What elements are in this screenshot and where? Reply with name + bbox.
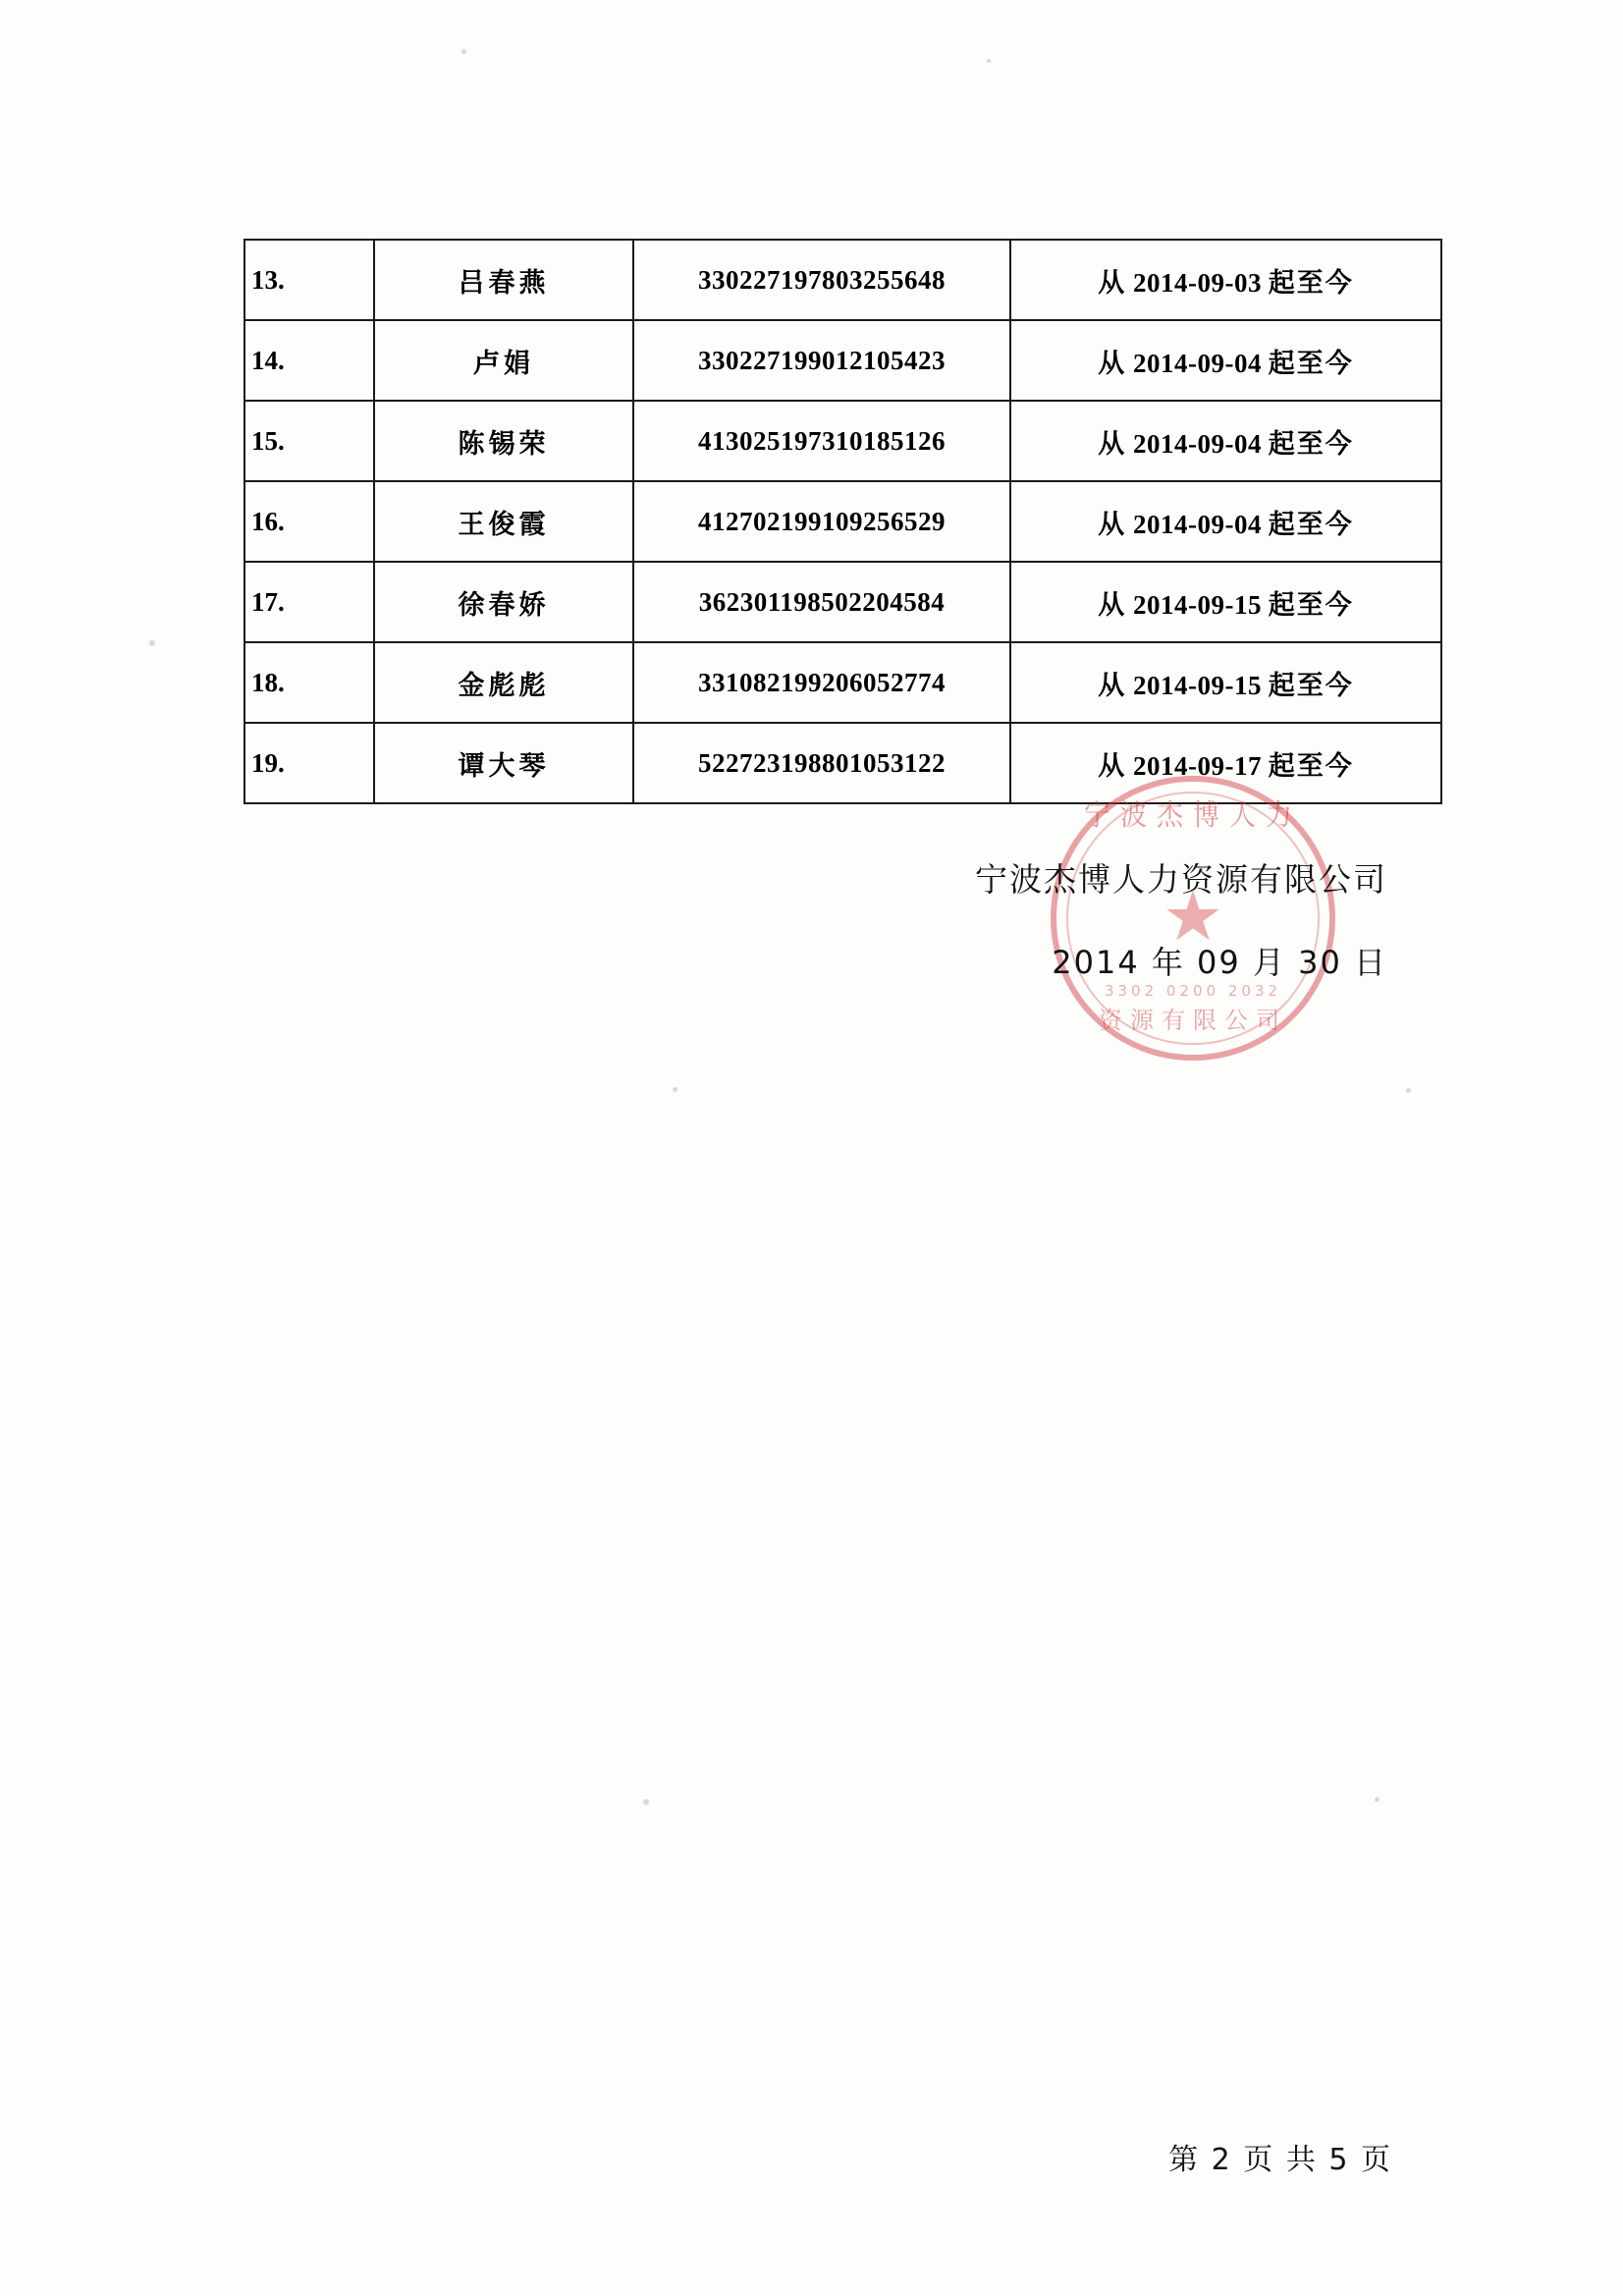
- period-date: 2014-09-04: [1133, 348, 1262, 378]
- row-id-number: 330227199012105423: [633, 320, 1010, 401]
- row-id-number: 412702199109256529: [633, 481, 1010, 562]
- period-suffix: 起至今: [1268, 428, 1354, 459]
- row-name: 陈锡荣: [374, 401, 633, 481]
- period-prefix: 从: [1098, 750, 1127, 781]
- row-name: 谭大琴: [374, 723, 633, 803]
- row-name: 王俊霞: [374, 481, 633, 562]
- page-number-footer: 第 2 页 共 5 页: [1168, 2143, 1392, 2177]
- star-icon: ★: [1162, 880, 1224, 956]
- row-period: [1010, 401, 1441, 481]
- period-suffix: 起至今: [1268, 670, 1354, 700]
- scan-speckle: [673, 1087, 677, 1092]
- row-id-number: 362301198502204584: [633, 562, 1010, 642]
- row-period: [1010, 240, 1441, 320]
- period-date: 2014-09-03: [1133, 267, 1262, 298]
- company-name: 宁波杰博人力资源有限公司: [975, 860, 1387, 899]
- scan-speckle: [461, 49, 466, 54]
- row-id-number: 522723198801053122: [633, 723, 1010, 803]
- scan-speckle: [149, 640, 155, 646]
- insured-persons-table: [243, 239, 1442, 804]
- signature-date: 2014 年 09 月 30 日: [1052, 944, 1387, 981]
- row-index: 15.: [244, 401, 374, 481]
- row-period: [1010, 481, 1441, 562]
- row-id-number: 331082199206052774: [633, 642, 1010, 723]
- signature-block: [975, 854, 1387, 983]
- table-row: [244, 562, 1441, 642]
- period-prefix: 从: [1098, 509, 1127, 539]
- row-period: [1010, 642, 1441, 723]
- row-index: 19.: [244, 723, 374, 803]
- seal-bottom-text: 资源有限公司: [1099, 1007, 1287, 1034]
- period-prefix: 从: [1098, 267, 1127, 298]
- table-row: [244, 401, 1441, 481]
- row-period: [1010, 562, 1441, 642]
- period-date: 2014-09-15: [1133, 589, 1262, 620]
- row-id-number: 413025197310185126: [633, 401, 1010, 481]
- period-prefix: 从: [1098, 589, 1127, 620]
- seal-top-text: 宁波杰博人力: [1084, 798, 1302, 833]
- period-date: 2014-09-15: [1133, 670, 1262, 700]
- row-name: 金彪彪: [374, 642, 633, 723]
- period-prefix: 从: [1098, 348, 1127, 378]
- period-suffix: 起至今: [1268, 589, 1354, 620]
- period-date: 2014-09-04: [1133, 509, 1262, 539]
- seal-code: 3302 0200 2032: [1104, 982, 1282, 1000]
- row-name: 徐春娇: [374, 562, 633, 642]
- period-prefix: 从: [1098, 428, 1127, 459]
- row-index: 18.: [244, 642, 374, 723]
- period-prefix: 从: [1098, 670, 1127, 700]
- table-row: [244, 240, 1441, 320]
- scan-speckle: [987, 59, 991, 63]
- row-name: 卢娟: [374, 320, 633, 401]
- table-row: [244, 320, 1441, 401]
- period-suffix: 起至今: [1268, 750, 1354, 781]
- table-row: [244, 481, 1441, 562]
- row-index: 14.: [244, 320, 374, 401]
- row-name: 吕春燕: [374, 240, 633, 320]
- row-id-number: 330227197803255648: [633, 240, 1010, 320]
- row-index: 16.: [244, 481, 374, 562]
- period-suffix: 起至今: [1268, 267, 1354, 298]
- row-period: [1010, 320, 1441, 401]
- row-index: 13.: [244, 240, 374, 320]
- table-row: [244, 642, 1441, 723]
- row-period: [1010, 723, 1441, 803]
- scan-speckle: [1375, 1797, 1380, 1802]
- period-suffix: 起至今: [1268, 509, 1354, 539]
- period-date: 2014-09-04: [1133, 428, 1262, 459]
- table-row: [244, 723, 1441, 803]
- period-suffix: 起至今: [1268, 348, 1354, 378]
- scan-speckle: [643, 1799, 649, 1805]
- row-index: 17.: [244, 562, 374, 642]
- scan-speckle: [1406, 1088, 1411, 1093]
- period-date: 2014-09-17: [1133, 750, 1262, 781]
